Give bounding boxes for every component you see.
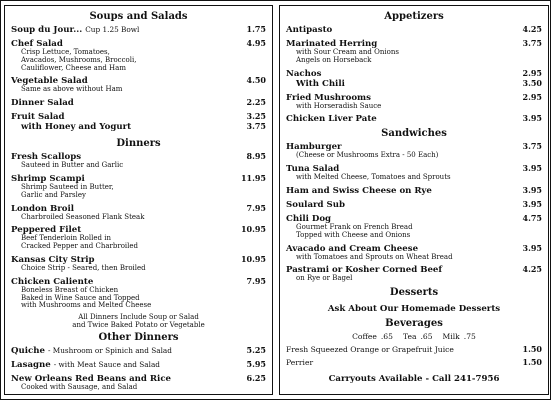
menu-item-london-broil [11, 204, 266, 222]
item-name: Ham and Swiss Cheese on Rye [286, 185, 432, 196]
menu-item-marinated-herring [286, 39, 542, 65]
item-price: 3.95 [522, 163, 542, 174]
beverages-heading: Beverages [385, 318, 443, 330]
item-name: Soulard Sub [286, 199, 346, 210]
item-description: Angels on Horseback [296, 55, 372, 64]
right-menu-column [279, 5, 549, 395]
item-price: 2.95 [522, 91, 542, 102]
item-name: London Broil [11, 203, 75, 214]
menu-item-hamburger [286, 142, 542, 160]
item-inline-detail: Cup 1.25 Bowl [85, 25, 140, 34]
item-price: 3.95 [522, 184, 542, 195]
item-name: Dinner Salad [11, 98, 74, 109]
item-description: Cracked Pepper and Charbroiled [21, 242, 139, 251]
item-price: 2.25 [246, 97, 266, 108]
soups-salads-heading: Soups and Salads [89, 11, 188, 22]
item-name: Soup du Jour... [11, 25, 83, 35]
item-price: 3.95 [522, 198, 542, 209]
menu-item-peppered-filet [11, 225, 266, 251]
item-price: 4.50 [246, 75, 266, 86]
item-description: Garlic and Parsley [21, 190, 86, 199]
menu-item-juice [286, 345, 542, 354]
item-name: Fried Mushrooms [286, 92, 371, 103]
item-description: (Cheese or Mushrooms Extra - 50 Each) [296, 151, 439, 160]
item-description: Cooked with Sausage, and Salad [21, 382, 138, 391]
item-price: 6.25 [246, 372, 266, 383]
item-price: 1.50 [522, 357, 542, 368]
desserts-heading: Desserts [389, 287, 439, 299]
item-price: 1.50 [522, 344, 542, 355]
item-price: 3.95 [522, 242, 542, 253]
item-description: with Horseradish Sauce [296, 101, 382, 110]
menu-item-chili-dog [286, 214, 542, 240]
menu-item-dinner-salad [11, 98, 266, 108]
item-name: Tuna Salad [286, 164, 340, 175]
item-name: Chef Salad [11, 39, 63, 49]
item-description: Topped with Cheese and Onions [296, 230, 411, 239]
item-price: 3.50 [522, 77, 542, 88]
item-name: New Orleans Red Beans and Rice [11, 373, 172, 384]
item-description: on Rye or Bagel [296, 274, 353, 283]
note-line: and Twice Baked Potato or Vegetable [72, 320, 205, 329]
item-option: With Chili [296, 78, 345, 89]
item-description: Baked in Wine Sauce and Topped [21, 293, 140, 302]
menu-item-nachos [286, 69, 542, 89]
menu-item-ham-swiss [286, 186, 542, 196]
menu-item-avacado-cream-cheese [286, 244, 542, 262]
desserts-text: Ask About Our Homemade Desserts [327, 304, 501, 315]
item-price: 7.95 [246, 275, 266, 286]
beverage-tea: Tea [402, 332, 417, 342]
dinners-heading: Dinners [116, 138, 161, 150]
item-description: with Melted Cheese, Tomatoes and Sprouts [296, 173, 451, 182]
item-price: 4.25 [522, 24, 542, 34]
menu-item-fresh-scallops [11, 152, 266, 170]
item-name: Antipasto [286, 25, 333, 35]
beverage-coffee: Coffee [352, 332, 377, 342]
item-price: 5.25 [246, 344, 266, 355]
menu-item-soup-du-jour [11, 25, 266, 35]
menu-item-perrier [286, 358, 542, 367]
item-name: Fresh Scallops [11, 152, 82, 163]
item-description: Same as above without Ham [21, 85, 123, 94]
menu-item-shrimp-scampi [11, 174, 266, 200]
item-name: Chicken Caliente [11, 276, 94, 287]
item-description: Avacados, Mushrooms, Broccoli, [21, 55, 137, 64]
item-price: 4.75 [522, 212, 542, 223]
carryouts-text: Carryouts Available - Call 241-7956 [328, 374, 500, 385]
item-description: Choice Strip - Seared, then Broiled [21, 263, 146, 272]
item-name: Marinated Herring [286, 39, 378, 49]
item-name: Peppered Filet [11, 225, 82, 236]
item-name: Fruit Salad [11, 112, 65, 123]
item-inline-detail: - Mushroom or Spinich and Salad [47, 345, 172, 355]
item-description: with Tomatoes and Sprouts on Wheat Bread [296, 252, 453, 261]
menu-item-chicken-liver-pate [286, 114, 542, 124]
other-dinners-heading: Other Dinners [98, 331, 179, 343]
dinners-note [11, 314, 266, 330]
item-name: Vegetable Salad [11, 76, 88, 87]
menu-item-fried-mushrooms [286, 93, 542, 111]
item-price: 8.95 [246, 151, 266, 162]
item-description: Gourmet Frank on French Bread [296, 222, 413, 231]
item-inline-detail: - with Meat Sauce and Salad [53, 359, 160, 369]
menu-item-quiche [11, 346, 266, 356]
beverage-coffee-price: .65 [380, 332, 393, 342]
menu-item-chicken-caliente [11, 277, 266, 310]
item-description: Beef Tenderloin Rolled in [21, 234, 111, 243]
carryouts-line [286, 371, 542, 384]
desserts-line [286, 301, 542, 314]
beverage-milk-price: .75 [463, 332, 476, 342]
menu-item-soulard-sub [286, 200, 542, 210]
item-description: Cauliflower, Cheese and Ham [21, 63, 126, 72]
item-name: Perrier [286, 358, 314, 368]
item-price: 10.95 [240, 253, 266, 264]
item-name: Quiche [11, 345, 45, 356]
item-price: 4.95 [246, 38, 266, 48]
menu-item-pastrami [286, 265, 542, 283]
left-menu-column [4, 5, 273, 395]
menu-item-chef-salad [11, 39, 266, 72]
item-price: 3.95 [522, 113, 542, 124]
item-price: 3.75 [246, 121, 266, 132]
item-name: Kansas City Strip [11, 254, 95, 265]
beverage-tea-price: .65 [420, 332, 433, 342]
item-description: Crisp Lettuce, Tomatoes, [21, 48, 110, 56]
item-price: 3.75 [522, 141, 542, 152]
item-price: 3.25 [246, 111, 266, 122]
item-description: Charbroiled Seasoned Flank Steak [21, 212, 145, 221]
item-price: 4.25 [522, 264, 542, 275]
menu-item-vegetable-salad [11, 76, 266, 94]
item-name: Hamburger [286, 142, 342, 153]
menu-item-fruit-salad [11, 112, 266, 132]
item-description: Boneless Breast of Chicken [21, 285, 119, 294]
item-description: with Sour Cream and Onions [296, 48, 399, 56]
item-description: Shrimp Sauteed in Butter, [21, 182, 114, 191]
sandwiches-heading: Sandwiches [381, 128, 447, 140]
beverage-milk: Milk [442, 332, 460, 342]
item-price: 1.75 [246, 24, 266, 34]
item-price: 5.95 [246, 358, 266, 369]
item-name: Chili Dog [286, 213, 332, 224]
item-name: Shrimp Scampi [11, 173, 85, 184]
item-name: Chicken Liver Pate [286, 114, 377, 125]
appetizers-heading: Appetizers [384, 11, 444, 22]
item-name: Fresh Squeezed Orange or Grapefruit Juice [286, 345, 454, 355]
item-name: Lasagne [11, 359, 51, 370]
item-option: with Honey and Yogurt [21, 122, 132, 133]
item-price: 2.95 [522, 67, 542, 78]
item-price: 3.75 [522, 38, 542, 48]
item-description: Sauteed in Butter and Garlic [21, 161, 124, 170]
item-name: Avacado and Cream Cheese [286, 243, 419, 254]
item-description: with Mushrooms and Melted Cheese [21, 301, 152, 310]
item-price: 11.95 [240, 172, 266, 183]
menu-item-new-orleans [11, 374, 266, 392]
note-line: All Dinners Include Soup or Salad [78, 313, 199, 322]
menu-item-lasagne [11, 360, 266, 370]
menu-item-antipasto [286, 25, 542, 35]
item-name: Nachos [286, 68, 322, 79]
beverages-row [286, 332, 542, 341]
item-name: Pastrami or Kosher Corned Beef [286, 265, 443, 276]
item-price: 10.95 [240, 224, 266, 235]
menu-item-kansas-city-strip [11, 255, 266, 273]
item-price: 7.95 [246, 202, 266, 213]
menu-item-tuna-salad [286, 164, 542, 182]
